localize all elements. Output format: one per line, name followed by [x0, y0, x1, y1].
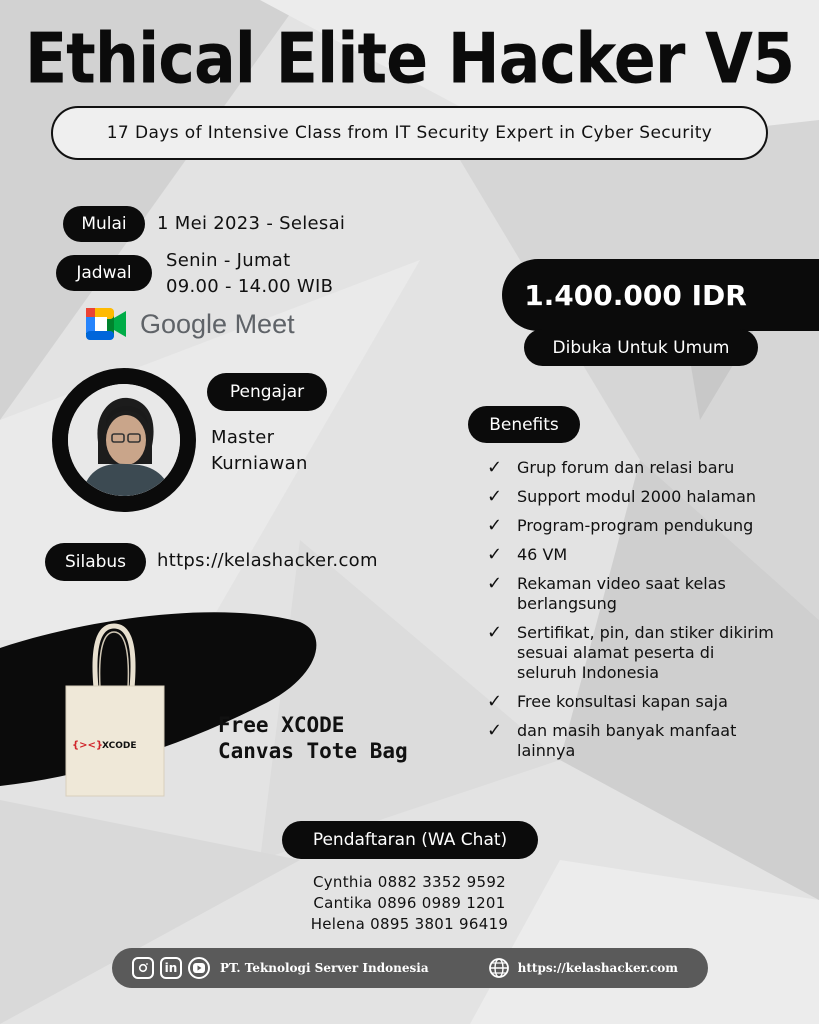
check-icon: ✓ [487, 622, 503, 643]
benefit-item: ✓ 46 VM [487, 544, 568, 565]
globe-icon [488, 957, 510, 979]
check-icon: ✓ [487, 486, 503, 507]
benefit-item: ✓ Grup forum dan relasi baru [487, 457, 735, 478]
mulai-label: Mulai [81, 214, 127, 234]
jadwal-label: Jadwal [76, 263, 132, 283]
subtitle-banner [51, 106, 768, 160]
company-name: PT. Teknologi Server Indonesia [220, 961, 429, 975]
check-icon: ✓ [487, 457, 503, 478]
price-amount: 1.400.000 IDR [524, 278, 747, 312]
page-title: Ethical Elite Hacker V5 [24, 17, 795, 100]
benefits-label: Benefits [489, 414, 559, 435]
schedule-time: 09.00 - 14.00 WIB [166, 276, 334, 297]
registration-badge [282, 821, 538, 859]
instructor-label: Pengajar [229, 382, 305, 402]
google-meet-label: Google Meet [140, 308, 295, 339]
benefits-badge [468, 406, 580, 443]
tote-bag-image [62, 622, 168, 798]
syllabus-link[interactable]: https://kelashacker.com [157, 550, 378, 571]
instructor-photo [68, 384, 180, 496]
benefit-item: ✓ Free konsultasi kapan saja [487, 691, 728, 712]
mulai-badge [63, 206, 145, 242]
linkedin-icon[interactable]: in [160, 957, 182, 979]
youtube-icon[interactable] [188, 957, 210, 979]
price-banner [502, 259, 819, 331]
jadwal-badge [56, 255, 152, 291]
benefits-list [487, 458, 807, 770]
tote-brand-text: XCODE [102, 741, 137, 751]
instructor-name-line1: Master [211, 427, 275, 448]
open-to-public-badge [524, 329, 758, 366]
benefit-item: ✓ Support modul 2000 halaman [487, 486, 757, 507]
instructor-badge [207, 373, 327, 411]
check-icon: ✓ [487, 544, 503, 565]
contacts-list [0, 872, 819, 935]
benefit-item: ✓ Sertifikat, pin, dan stiker dikirim sesuai alamat peserta di seluruh Indonesia [487, 622, 774, 682]
tote-brand-symbol: {><} [72, 740, 103, 751]
check-icon: ✓ [487, 515, 503, 536]
silabus-badge [45, 543, 146, 581]
subtitle-text: 17 Days of Intensive Class from IT Security Expert in Cyber Security [106, 123, 713, 143]
check-icon: ✓ [487, 720, 503, 741]
footer-bar [112, 948, 708, 988]
google-meet-logo [86, 308, 295, 340]
contact-item[interactable]: Helena 0895 3801 96419 [310, 915, 509, 933]
google-meet-icon [86, 308, 126, 340]
check-icon: ✓ [487, 573, 503, 594]
start-date: 1 Mei 2023 - Selesai [157, 213, 346, 234]
free-tote-line2: Canvas Tote Bag [218, 739, 408, 763]
benefit-item: ✓ dan masih banyak manfaat lainnya [487, 720, 737, 760]
registration-label: Pendaftaran (WA Chat) [312, 830, 508, 850]
free-tote-line1: Free XCODE [218, 713, 345, 737]
contact-item[interactable]: Cantika 0896 0989 1201 [313, 894, 506, 912]
silabus-label: Silabus [64, 552, 127, 572]
check-icon: ✓ [487, 691, 503, 712]
instructor-name-line2: Kurniawan [211, 453, 308, 474]
open-to-public-label: Dibuka Untuk Umum [552, 337, 730, 358]
contact-item[interactable]: Cynthia 0882 3352 9592 [312, 873, 507, 891]
schedule-days: Senin - Jumat [166, 250, 291, 271]
instagram-icon[interactable] [132, 957, 154, 979]
benefit-item: ✓ Program-program pendukung [487, 515, 754, 536]
instructor-avatar [52, 368, 196, 512]
footer-website-link[interactable]: https://kelashacker.com [517, 961, 678, 975]
free-tote-text [218, 712, 408, 764]
benefit-item: ✓ Rekaman video saat kelas berlangsung [487, 573, 726, 613]
